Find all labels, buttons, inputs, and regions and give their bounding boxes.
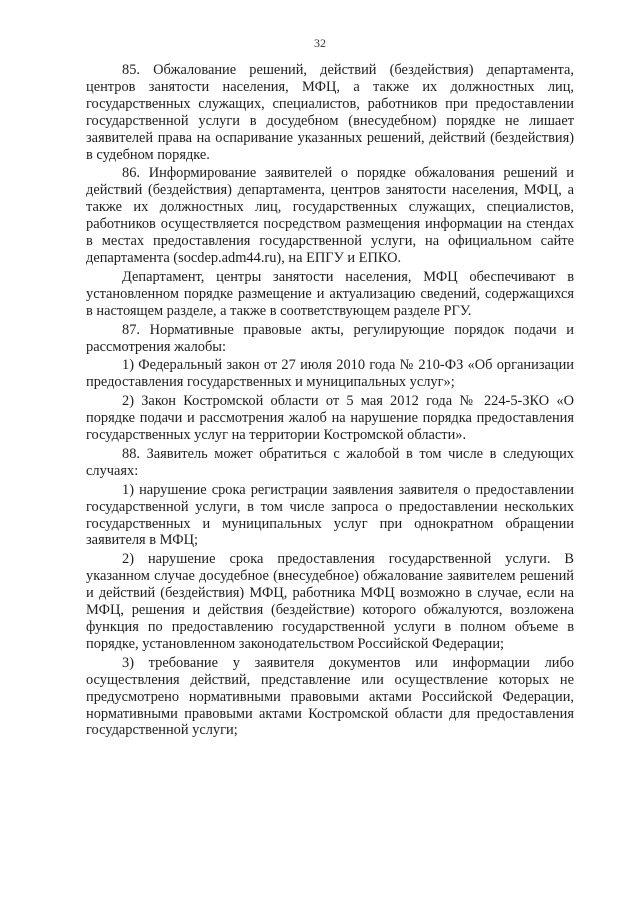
paragraph-88-item-1: 1) нарушение срока регистрации заявления заявителя о предоставлении государственной услуги, в том числе запроса о предоставлении нескольких государственных и муниципальных услуг при однократном обращении заявителя в МФЦ; (86, 481, 574, 549)
paragraph-86: 86. Информирование заявителей о порядке обжалования решений и действий (бездействия) департамента, центров занятости населения, МФЦ, а также их должностных лиц, государственных служащих, специалистов, работников осуществляется посредством размещения информации на стендах в местах предоставления государственной услуги, на официальном сайте департамента (socdep.adm44.ru), на ЕПГУ и ЕПКО. (86, 165, 574, 266)
paragraph-88-item-3: 3) требование у заявителя документов или информации либо осуществления действий, представление или осуществление которых не предусмотрено нормативными правовыми актами Российской Федерации, нормативными правовыми актами Костромской области для предоставления государственной услуги; (86, 654, 574, 739)
paragraph-88-item-2: 2) нарушение срока предоставления государственной услуги. В указанном случае досудебное (внесудебное) обжалование заявителем решений и действий (бездействия) МФЦ, работника МФЦ возможно в случае, если на МФЦ, решения и действия (бездействие) которого обжалуются, возложена функция по предоставлению государственной услуги в полном объеме в порядке, установленном законодательством Российской Федерации; (86, 551, 574, 652)
paragraph-88: 88. Заявитель может обратиться с жалобой в том числе в следующих случаях: (86, 445, 574, 479)
paragraph-87-item-1: 1) Федеральный закон от 27 июля 2010 года № 210-ФЗ «Об организации предоставления государственных и муниципальных услуг»; (86, 357, 574, 391)
page-number: 32 (314, 36, 326, 50)
document-body (86, 62, 574, 741)
paragraph-87-item-2: 2) Закон Костромской области от 5 мая 2012 года № 224-5-ЗКО «О порядке подачи и рассмотрения жалоб на нарушение порядка предоставления государственных услуг на территории Костромской области». (86, 393, 574, 444)
paragraph-department-duties: Департамент, центры занятости населения, МФЦ обеспечивают в установленном порядке размещение и актуализацию сведений, содержащихся в настоящем разделе, а также в соответствующем разделе РГУ. (86, 268, 574, 319)
paragraph-87: 87. Нормативные правовые акты, регулирующие порядок подачи и рассмотрения жалобы: (86, 321, 574, 355)
paragraph-85: 85. Обжалование решений, действий (бездействия) департамента, центров занятости населения, МФЦ, а также их должностных лиц, государственных служащих, специалистов, работников при предоставлении государственной услуги в досудебном (внесудебном) порядке не лишает заявителей права на оспаривание указанных решений, действий (бездействия) в судебном порядке. (86, 62, 574, 163)
